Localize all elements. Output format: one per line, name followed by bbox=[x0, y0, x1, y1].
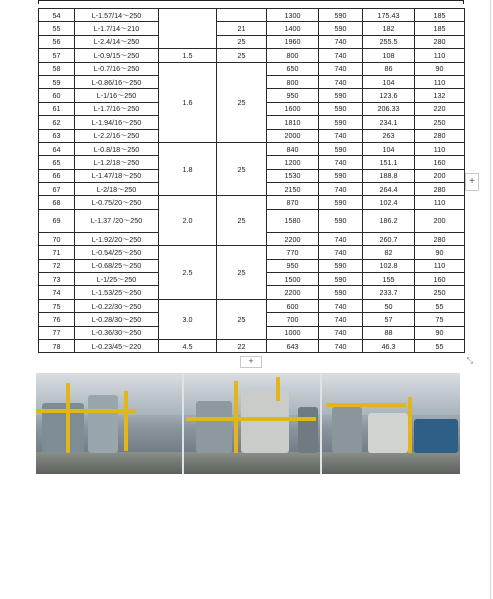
value-cell: 25 bbox=[217, 49, 267, 62]
value-cell: 700 bbox=[267, 313, 319, 326]
equipment-photo-strip bbox=[36, 373, 460, 474]
value-cell: 590 bbox=[319, 273, 363, 286]
add-row-button[interactable]: + bbox=[240, 356, 262, 368]
value-cell: 104 bbox=[363, 75, 415, 88]
row-number: 61 bbox=[39, 102, 75, 115]
value-cell: 1960 bbox=[267, 35, 319, 48]
model-cell: L-1.57/14～250 bbox=[75, 9, 159, 22]
value-cell: 840 bbox=[267, 142, 319, 155]
model-cell: L-1.47/18～250 bbox=[75, 169, 159, 182]
value-cell: 800 bbox=[267, 49, 319, 62]
compressor-unit bbox=[196, 401, 232, 453]
row-number: 64 bbox=[39, 142, 75, 155]
model-cell: L-2/18～250 bbox=[75, 183, 159, 196]
row-number: 56 bbox=[39, 35, 75, 48]
value-cell: 2150 bbox=[267, 183, 319, 196]
model-cell: L-1.94/16～250 bbox=[75, 116, 159, 129]
value-cell: 22 bbox=[217, 339, 267, 352]
model-cell: L-0.86/16～250 bbox=[75, 75, 159, 88]
value-cell: 740 bbox=[319, 49, 363, 62]
table-top-stub bbox=[463, 0, 464, 4]
value-cell: 90 bbox=[415, 62, 465, 75]
value-cell bbox=[217, 9, 267, 22]
value-cell: 21 bbox=[217, 22, 267, 35]
value-cell: 740 bbox=[319, 299, 363, 312]
yellow-pipe bbox=[36, 409, 136, 413]
add-column-button[interactable]: + bbox=[465, 173, 479, 191]
table-row bbox=[39, 299, 465, 312]
row-number: 69 bbox=[39, 209, 75, 232]
model-cell: L-0.9/15～250 bbox=[75, 49, 159, 62]
value-cell: 1500 bbox=[267, 273, 319, 286]
compressor-unit bbox=[332, 407, 362, 453]
yellow-pipe bbox=[124, 391, 128, 451]
table-resize-handle[interactable]: ⤡ bbox=[466, 356, 474, 365]
value-cell: 740 bbox=[319, 326, 363, 339]
value-cell: 102.8 bbox=[363, 259, 415, 272]
value-cell: 770 bbox=[267, 246, 319, 259]
value-cell: 132 bbox=[415, 89, 465, 102]
compressor-unit bbox=[368, 413, 408, 453]
table-top-stub bbox=[38, 0, 39, 4]
compressor-unit bbox=[414, 419, 458, 453]
value-cell: 740 bbox=[319, 35, 363, 48]
model-cell: L-1.2/18～250 bbox=[75, 156, 159, 169]
model-cell: L-2.4/14～250 bbox=[75, 35, 159, 48]
compressor-unit bbox=[88, 395, 118, 453]
value-cell: 280 bbox=[415, 183, 465, 196]
pressure-group-cell: 2.0 bbox=[159, 196, 217, 246]
model-cell: L-1/25～250 bbox=[75, 273, 159, 286]
table-row bbox=[39, 9, 465, 22]
value-cell: 155 bbox=[363, 273, 415, 286]
value-cell: 280 bbox=[415, 232, 465, 245]
value-cell: 1600 bbox=[267, 102, 319, 115]
value-cell: 102.4 bbox=[363, 196, 415, 209]
value-cell: 643 bbox=[267, 339, 319, 352]
value-cell: 280 bbox=[415, 35, 465, 48]
pressure-cell bbox=[159, 9, 217, 49]
value-cell: 590 bbox=[319, 142, 363, 155]
value-cell: 50 bbox=[363, 299, 415, 312]
model-cell: L-0.36/30～250 bbox=[75, 326, 159, 339]
value-cell: 175.43 bbox=[363, 9, 415, 22]
value-cell: 950 bbox=[267, 89, 319, 102]
value-cell: 200 bbox=[415, 169, 465, 182]
row-number: 76 bbox=[39, 313, 75, 326]
row-number: 60 bbox=[39, 89, 75, 102]
value-cell: 1400 bbox=[267, 22, 319, 35]
value-cell: 108 bbox=[363, 49, 415, 62]
value-cell: 86 bbox=[363, 62, 415, 75]
value-cell: 200 bbox=[415, 209, 465, 232]
value-cell: 90 bbox=[415, 246, 465, 259]
table-row bbox=[39, 246, 465, 259]
value-cell: 82 bbox=[363, 246, 415, 259]
value-cell: 740 bbox=[319, 339, 363, 352]
value-cell: 740 bbox=[319, 156, 363, 169]
value-cell: 90 bbox=[415, 326, 465, 339]
value-cell: 800 bbox=[267, 75, 319, 88]
value-cell: 2000 bbox=[267, 129, 319, 142]
value-cell: 160 bbox=[415, 273, 465, 286]
value-cell: 104 bbox=[363, 142, 415, 155]
group-value-cell: 25 bbox=[217, 299, 267, 339]
value-cell: 1200 bbox=[267, 156, 319, 169]
compressor-spec-table bbox=[38, 8, 465, 353]
value-cell: 1300 bbox=[267, 9, 319, 22]
value-cell: 110 bbox=[415, 259, 465, 272]
value-cell: 75 bbox=[415, 313, 465, 326]
row-number: 70 bbox=[39, 232, 75, 245]
value-cell: 740 bbox=[319, 313, 363, 326]
value-cell: 590 bbox=[319, 286, 363, 299]
row-number: 68 bbox=[39, 196, 75, 209]
value-cell: 55 bbox=[415, 299, 465, 312]
value-cell: 255.5 bbox=[363, 35, 415, 48]
value-cell: 110 bbox=[415, 75, 465, 88]
pressure-group-cell: 2.5 bbox=[159, 246, 217, 300]
row-number: 62 bbox=[39, 116, 75, 129]
value-cell: 740 bbox=[319, 183, 363, 196]
model-cell: L-0.68/25～250 bbox=[75, 259, 159, 272]
model-cell: L-1.7/16～250 bbox=[75, 102, 159, 115]
group-value-cell: 25 bbox=[217, 196, 267, 246]
value-cell: 57 bbox=[363, 313, 415, 326]
value-cell: 1580 bbox=[267, 209, 319, 232]
value-cell: 110 bbox=[415, 142, 465, 155]
value-cell: 264.4 bbox=[363, 183, 415, 196]
model-cell: L-2.2/16～250 bbox=[75, 129, 159, 142]
yellow-pipe bbox=[66, 383, 70, 453]
value-cell: 250 bbox=[415, 116, 465, 129]
group-value-cell: 25 bbox=[217, 246, 267, 300]
table-row bbox=[39, 22, 465, 35]
value-cell: 740 bbox=[319, 246, 363, 259]
value-cell: 740 bbox=[319, 62, 363, 75]
group-value-cell: 25 bbox=[217, 142, 267, 196]
row-number: 71 bbox=[39, 246, 75, 259]
yellow-pipe bbox=[234, 381, 238, 453]
value-cell: 46.3 bbox=[363, 339, 415, 352]
value-cell: 650 bbox=[267, 62, 319, 75]
value-cell: 600 bbox=[267, 299, 319, 312]
value-cell: 185 bbox=[415, 9, 465, 22]
table-row bbox=[39, 35, 465, 48]
pressure-cell: 1.5 bbox=[159, 49, 217, 62]
group-value-cell: 25 bbox=[217, 62, 267, 142]
model-cell: L-1.7/14～210 bbox=[75, 22, 159, 35]
model-cell: L-1/16～250 bbox=[75, 89, 159, 102]
value-cell: 590 bbox=[319, 196, 363, 209]
model-cell: L-0.28/30～250 bbox=[75, 313, 159, 326]
value-cell: 110 bbox=[415, 196, 465, 209]
model-cell: L-1.53/25～250 bbox=[75, 286, 159, 299]
row-number: 54 bbox=[39, 9, 75, 22]
model-cell: L-0.22/30～250 bbox=[75, 299, 159, 312]
value-cell: 2200 bbox=[267, 232, 319, 245]
value-cell: 186.2 bbox=[363, 209, 415, 232]
value-cell: 25 bbox=[217, 35, 267, 48]
model-cell: L-1.37 /20～250 bbox=[75, 209, 159, 232]
model-cell: L-0.8/18～250 bbox=[75, 142, 159, 155]
value-cell: 1000 bbox=[267, 326, 319, 339]
value-cell: 234.1 bbox=[363, 116, 415, 129]
value-cell: 740 bbox=[319, 129, 363, 142]
photo-divider bbox=[320, 373, 322, 474]
value-cell: 590 bbox=[319, 102, 363, 115]
value-cell: 182 bbox=[363, 22, 415, 35]
model-cell: L-0.75/20～250 bbox=[75, 196, 159, 209]
model-cell: L-1.92/20～250 bbox=[75, 232, 159, 245]
table-row bbox=[39, 339, 465, 352]
table-row bbox=[39, 196, 465, 209]
value-cell: 1530 bbox=[267, 169, 319, 182]
value-cell: 590 bbox=[319, 9, 363, 22]
value-cell: 870 bbox=[267, 196, 319, 209]
yellow-pipe bbox=[276, 377, 280, 401]
value-cell: 280 bbox=[415, 129, 465, 142]
value-cell: 590 bbox=[319, 169, 363, 182]
table-top-rule bbox=[38, 0, 464, 1]
model-cell: L-0.23/45～220 bbox=[75, 339, 159, 352]
photo-floor bbox=[36, 452, 460, 474]
value-cell: 88 bbox=[363, 326, 415, 339]
value-cell: 206.33 bbox=[363, 102, 415, 115]
row-number: 74 bbox=[39, 286, 75, 299]
table-row bbox=[39, 62, 465, 75]
pressure-group-cell: 1.8 bbox=[159, 142, 217, 196]
row-number: 55 bbox=[39, 22, 75, 35]
table-row bbox=[39, 49, 465, 62]
value-cell: 250 bbox=[415, 286, 465, 299]
value-cell: 2200 bbox=[267, 286, 319, 299]
photo-divider bbox=[182, 373, 184, 474]
pressure-group-cell: 1.6 bbox=[159, 62, 217, 142]
value-cell: 110 bbox=[415, 49, 465, 62]
row-number: 77 bbox=[39, 326, 75, 339]
value-cell: 1810 bbox=[267, 116, 319, 129]
value-cell: 151.1 bbox=[363, 156, 415, 169]
value-cell: 188.8 bbox=[363, 169, 415, 182]
value-cell: 590 bbox=[319, 89, 363, 102]
model-cell: L-0.7/16～250 bbox=[75, 62, 159, 75]
value-cell: 590 bbox=[319, 116, 363, 129]
row-number: 67 bbox=[39, 183, 75, 196]
value-cell: 590 bbox=[319, 22, 363, 35]
value-cell: 123.6 bbox=[363, 89, 415, 102]
value-cell: 950 bbox=[267, 259, 319, 272]
value-cell: 590 bbox=[319, 259, 363, 272]
pressure-cell: 4.5 bbox=[159, 339, 217, 352]
page-edge bbox=[490, 0, 491, 599]
pressure-group-cell: 3.0 bbox=[159, 299, 217, 339]
value-cell: 260.7 bbox=[363, 232, 415, 245]
value-cell: 263 bbox=[363, 129, 415, 142]
row-number: 72 bbox=[39, 259, 75, 272]
value-cell: 220 bbox=[415, 102, 465, 115]
row-number: 63 bbox=[39, 129, 75, 142]
value-cell: 160 bbox=[415, 156, 465, 169]
value-cell: 233.7 bbox=[363, 286, 415, 299]
row-number: 59 bbox=[39, 75, 75, 88]
row-number: 73 bbox=[39, 273, 75, 286]
table-row bbox=[39, 142, 465, 155]
row-number: 65 bbox=[39, 156, 75, 169]
value-cell: 55 bbox=[415, 339, 465, 352]
value-cell: 740 bbox=[319, 75, 363, 88]
value-cell: 740 bbox=[319, 232, 363, 245]
row-number: 66 bbox=[39, 169, 75, 182]
value-cell: 590 bbox=[319, 209, 363, 232]
model-cell: L-0.54/25～250 bbox=[75, 246, 159, 259]
compressor-unit bbox=[241, 391, 289, 453]
row-number: 75 bbox=[39, 299, 75, 312]
row-number: 58 bbox=[39, 62, 75, 75]
row-number: 57 bbox=[39, 49, 75, 62]
yellow-pipe bbox=[326, 403, 406, 407]
row-number: 78 bbox=[39, 339, 75, 352]
yellow-pipe bbox=[408, 397, 412, 453]
compressor-unit bbox=[298, 407, 318, 453]
yellow-pipe bbox=[186, 417, 316, 421]
value-cell: 185 bbox=[415, 22, 465, 35]
